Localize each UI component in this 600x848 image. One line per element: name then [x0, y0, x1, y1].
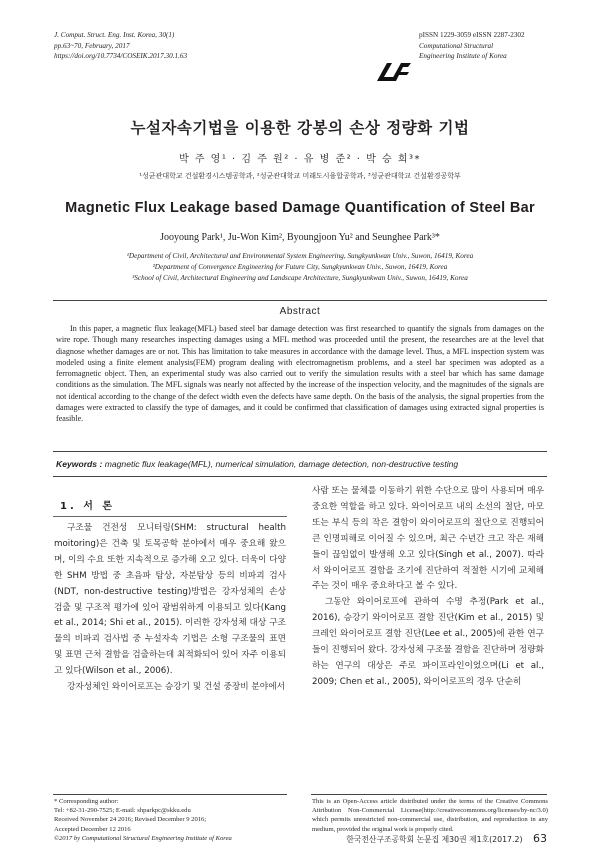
affiliations-english — [0, 251, 600, 284]
body-paragraph: 구조물 건전성 모니터링(SHM: structural health moitoring)은 건축 및 토목공학 분야에서 매우 중요해 왔으며, 이의 수요 또한 지속적으로 증가해 오고 있다. 더욱이 다양한 SHM 방법 중 초음파 탐상, 자분탐상 등의 비파괴 검사(NDT, non-destructive testing)방법은 강자성체의 손상 검출 및 구조적 평가에 있어 광범위하게 이용되고 있다(Kang et al., 2014; Shi et al., 2015). 이러한 강자성체 대상 구조물의 비파괴 검사법 중 누설자속 기법은 소형 구조물의 표면 및 표면 근처 결함을 검출하는데 최적화되어 있어 자주 이용되고 있다(Wilson et al., 2006). — [54, 523, 286, 677]
publisher-line: Engineering Institute of Korea — [419, 52, 507, 60]
keywords-bottom-rule — [53, 476, 547, 477]
title-english: Magnetic Flux Leakage based Damage Quantification of Steel Bar — [65, 200, 535, 216]
authors-korean: 박 주 영¹ · 김 주 원² · 유 병 준² · 박 승 희³* — [179, 154, 421, 165]
journal-citation-header — [54, 30, 187, 62]
license-footnote: This is an Open-Access article distributed under the terms of the Creative Commons Attribution Non-Commercial License(http://creativecommons.org/licenses/by-nc/3.0) which permits unrestricted non-commercial use, distribution, and reproduction in any medium, provided the original work is properly cited. — [312, 798, 548, 833]
section-heading-introduction: 1. 서 론 — [60, 501, 116, 512]
body-paragraph: 그동안 와이어로프에 관하여 수명 추정(Park et al., 2016), 승강기 와이어로프 결함 진단(Kim et al., 2015) 및 크레인 와이어로프 결함 진단(Lee et al., 2005)에 관한 연구들이 진행되어 왔다. 강자성체 구조물 결함을 진단하며 정량화하는 연구의 대상은 주로 파이프라인이었으며(Li et al., 2009; Chen et al., 2005), 와이어로프의 경우 단순히 — [312, 597, 544, 687]
authors-english: Jooyoung Park¹, Ju-Won Kim², Byoungjoon Yu² and Seunghee Park³* — [160, 232, 440, 243]
affiliation-line: ²Department of Convergence Engineering for Future City, Sungkyunkwan Univ., Suwon, 16419, Korea — [152, 263, 448, 271]
footnote-line: Tel: +82-31-290-7525; E-mail: shparkpc@skku.edu — [54, 807, 191, 815]
footnote-line: Accepted December 12 2016 — [54, 825, 131, 833]
section-rule — [53, 516, 287, 517]
issn-line: pISSN 1229-3059 eISSN 2287-2302 — [419, 31, 525, 39]
abstract-top-rule — [53, 300, 547, 301]
page-footer — [346, 832, 547, 845]
issn-header — [419, 30, 525, 62]
publisher-line: Computational Structural — [419, 41, 494, 50]
abstract-heading: Abstract — [279, 306, 321, 317]
footnote-rule-right — [311, 794, 547, 795]
keywords-list: magnetic flux leakage(MFL), numerical simulation, damage detection, non-destructive testing — [104, 459, 459, 469]
body-column-right — [312, 484, 544, 691]
footnote-line: ©2017 by Computational Structural Engineering Institute of Korea — [54, 834, 232, 842]
body-column-left — [54, 521, 286, 696]
journal-logo-icon — [375, 62, 413, 82]
abstract-bottom-rule — [53, 451, 547, 452]
abstract-text: In this paper, a magnetic flux leakage(MFL) based steel bar damage detection was first researched to quantify the signals from damages on the wire rope. Though many researches inspecting damages using a MFL method was proceeded until the present, the researches are at the level that diagnose whether damages are or not. This has limitation to take measures in accordance with the damage level. Thus, a MFL inspection system was modeled using a finite element analysis(FEM) program dealing with electromagnetism problems, and a steel bar specimen was adopted as a ferromagnetic object. Then, an experimental study was also carried out to verify the simulation results with a steel bar which has same damage conditions as the simulation. The MFL signals was nearly not affected by the increase of the inspection velocity, and the magnitudes of the signals are not identical according to the change of the defect width even the defects have same depth. On the basis of the analysis, the signal properties from the damages were extracted to classify the type of damages, and it could be confirmed that classification of damages using extracted signal properties is feasible. — [56, 324, 544, 424]
keywords-label: Keywords : — [56, 459, 103, 469]
affiliation-line: ¹Department of Civil, Architectural and Environmental System Engineering, Sungkyunkwan Univ., Suwon, 16419, Korea — [126, 252, 474, 260]
header-line: https://doi.org/10.7734/COSEIK.2017.30.1.63 — [54, 52, 188, 60]
footnote-line: Received November 24 2016; Revised December 9 2016; — [54, 816, 207, 824]
title-korean: 누설자속기법을 이용한 강봉의 손상 정량화 기법 — [130, 119, 470, 137]
footnote-line: * Corresponding author: — [54, 798, 119, 805]
header-line: pp.63~70, February, 2017 — [54, 41, 130, 50]
affiliation-line: ³School of Civil, Architectural Engineering and Landscape Architecture, Sungkyunkwan Univ., Suwon, 16419, Korea — [132, 274, 468, 282]
body-paragraph: 사람 또는 물체를 이동하기 위한 수단으로 많이 사용되며 매우 중요한 역할을 하고 있다. 와이어로프 내의 소선의 절단, 마모 또는 부식 등의 작은 결함이 와이어로프의 절단으로 진행되어 큰 인명피해로 이어질 수 있으며, 최근 수년간 크고 작은 재해들이 끊임없이 발생해 오고 있다(Singh et al., 2007). 따라서 와이어로프 결함을 조기에 진단하여 적절한 시기에 교체해 주는 것이 매우 중요하다고 볼 수 있다. — [312, 486, 544, 592]
footer-journal: 한국전산구조공학회 논문집 제30권 제1호(2017.2) — [346, 835, 523, 844]
page-number: 63 — [533, 832, 547, 845]
affiliations-korean: ¹성균관대학교 건설환경시스템공학과, ²성균관대학교 미래도시융합공학과, ³성균관대학교 건설환경공학부 — [139, 172, 461, 180]
footnote-rule-left — [53, 794, 287, 795]
corresponding-author-footnote — [54, 797, 294, 843]
body-paragraph: 강자성체인 와이어로프는 승강기 및 건설 중장비 분야에서 — [67, 682, 285, 693]
keywords — [56, 459, 544, 469]
header-line: J. Comput. Struct. Eng. Inst. Korea, 30(1) — [54, 31, 175, 39]
